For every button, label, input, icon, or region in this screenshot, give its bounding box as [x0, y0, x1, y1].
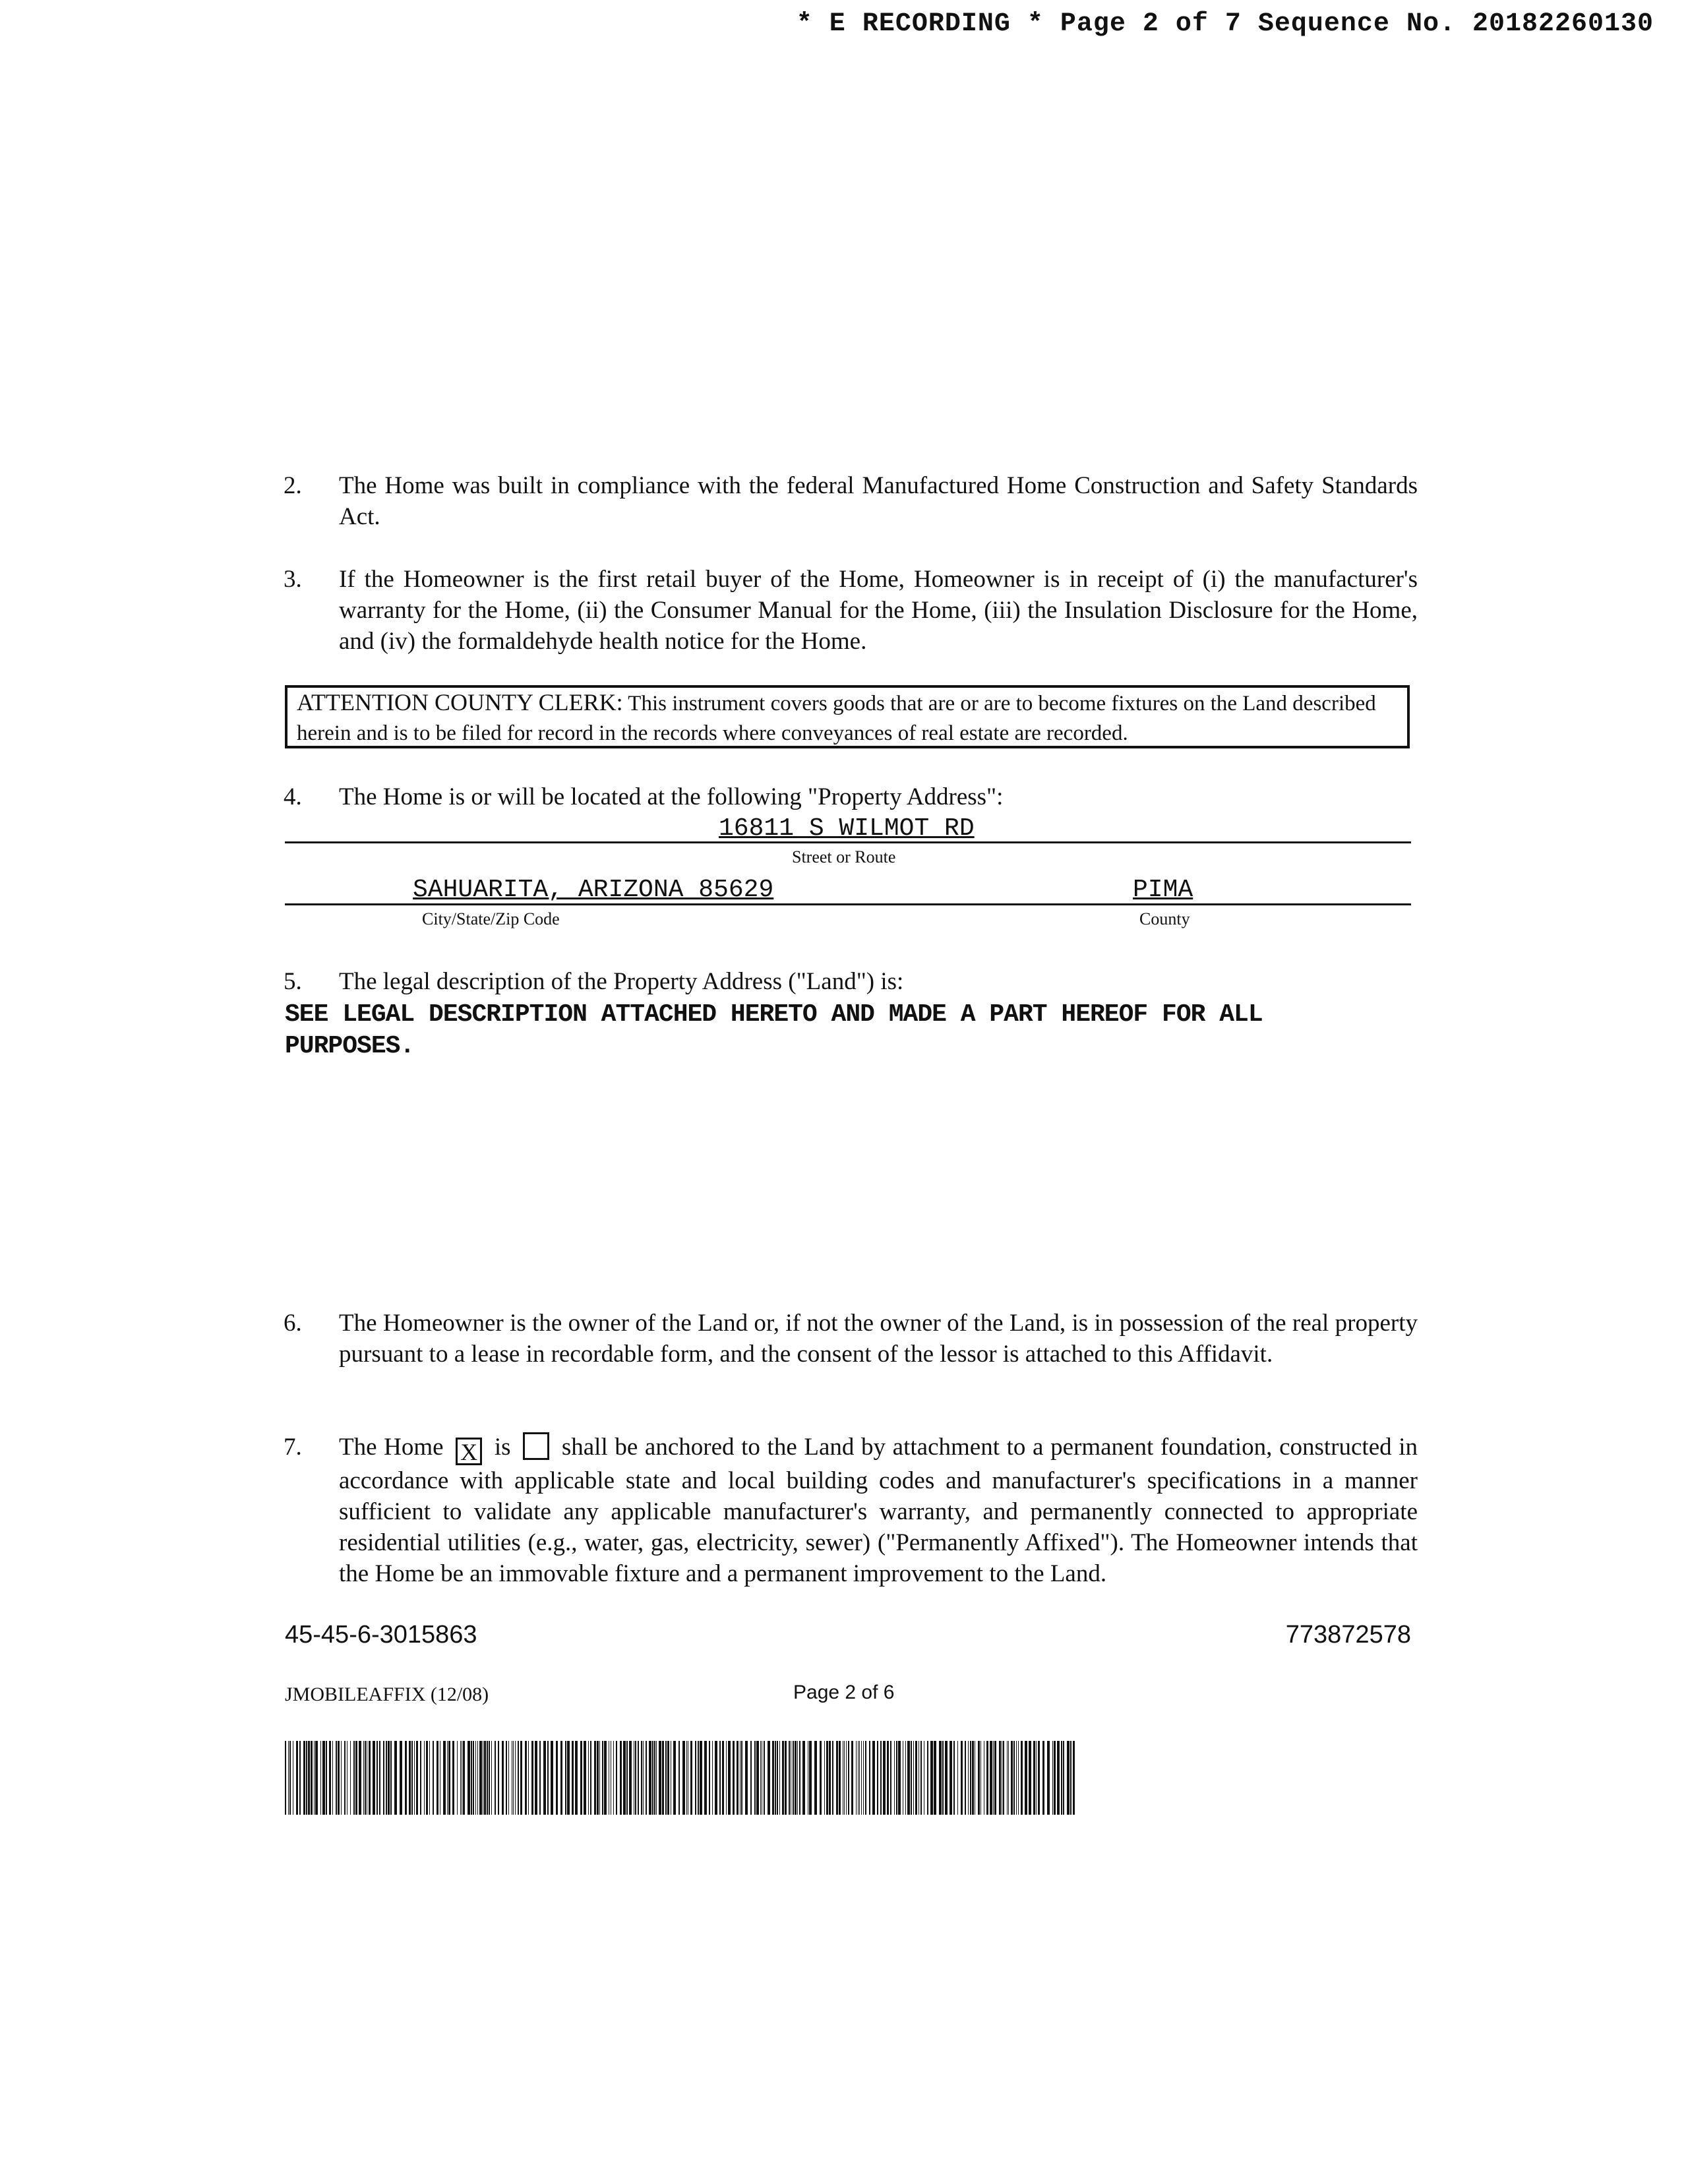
- barcode-bar: [390, 1741, 392, 1815]
- barcode-bar: [829, 1741, 831, 1815]
- barcode-bar: [1052, 1741, 1053, 1815]
- item-7-number: 7.: [284, 1434, 302, 1461]
- barcode-bar: [531, 1741, 533, 1815]
- barcode-bar: [863, 1741, 864, 1815]
- barcode-bar: [1042, 1741, 1044, 1815]
- barcode-bar: [1063, 1741, 1064, 1815]
- barcode-bar: [308, 1741, 310, 1815]
- barcode-bar: [315, 1741, 318, 1815]
- street-value: 16811 S WILMOT RD: [719, 814, 975, 843]
- item-5: [284, 966, 1418, 997]
- barcode-bar: [957, 1741, 958, 1815]
- county-caption: County: [1139, 909, 1190, 928]
- barcode-bar: [851, 1741, 853, 1815]
- street-caption: Street or Route: [792, 847, 896, 866]
- barcode-bar: [629, 1741, 632, 1815]
- barcode-bar: [463, 1741, 465, 1815]
- barcode-bar: [659, 1741, 661, 1815]
- barcode-bar: [379, 1741, 380, 1815]
- barcode-bar: [839, 1741, 841, 1815]
- barcode-bar: [613, 1741, 614, 1815]
- barcode-bar: [405, 1741, 407, 1815]
- barcode-bar: [353, 1741, 355, 1815]
- barcode-bar: [473, 1741, 474, 1815]
- barcode-bar: [799, 1741, 800, 1815]
- barcode-bar: [772, 1741, 774, 1815]
- barcode-bar: [638, 1741, 639, 1815]
- barcode-bar: [326, 1741, 327, 1815]
- barcode-bar: [777, 1741, 778, 1815]
- item-7-rest: constructed in accordance with applicable state and local building codes and manufacturer's specifications in a manner sufficient to validate any applicable manufacturer's warranty, and permanently connected to appropriate residential utilities (e.g., water, gas, electricity, sewer) ("Permanently Affixed"). The Homeowner intends that the Home be an immovable fixture and a permanent improvement to the Land.: [339, 1434, 1418, 1587]
- barcode-bar: [745, 1741, 748, 1815]
- barcode-bar: [311, 1741, 313, 1815]
- barcode-bar: [433, 1741, 434, 1815]
- barcode-bar: [487, 1741, 488, 1815]
- barcode-bar: [588, 1741, 589, 1815]
- legal-description: SEE LEGAL DESCRIPTION ATTACHED HERETO AND MADE A PART HEREOF FOR ALL PURPOSES.: [285, 1000, 1263, 1060]
- item-2: [284, 470, 1418, 532]
- barcode-bar: [597, 1741, 599, 1815]
- attention-county-clerk-box: [285, 685, 1410, 748]
- barcode-bar: [452, 1741, 454, 1815]
- barcode-bar: [733, 1741, 735, 1815]
- barcode-bar: [782, 1741, 784, 1815]
- barcode-bar: [551, 1741, 553, 1815]
- barcode-bar: [643, 1741, 644, 1815]
- barcode-bar: [1067, 1741, 1070, 1815]
- barcode-bar: [999, 1741, 1001, 1815]
- barcode-bar: [695, 1741, 696, 1815]
- barcode-bar: [715, 1741, 717, 1815]
- barcode-bar: [518, 1741, 519, 1815]
- barcode-bar: [498, 1741, 499, 1815]
- barcode-bar: [809, 1741, 812, 1815]
- barcode-bar: [560, 1741, 562, 1815]
- reference-number: 773872578: [1285, 1621, 1411, 1649]
- barcode-bar: [877, 1741, 878, 1815]
- barcode-bar: [513, 1741, 514, 1815]
- street-line: [285, 841, 1411, 843]
- barcode-bar: [1008, 1741, 1009, 1815]
- barcode-bar: [1036, 1741, 1037, 1815]
- barcode-bar: [795, 1741, 797, 1815]
- barcode-bar: [883, 1741, 886, 1815]
- barcode-bar: [927, 1741, 928, 1815]
- barcode-bar: [394, 1741, 397, 1815]
- barcode-bar: [942, 1741, 944, 1815]
- item-5-number: 5.: [284, 968, 302, 995]
- barcode-bar: [1021, 1741, 1023, 1815]
- barcode-bar: [429, 1741, 430, 1815]
- barcode-bar: [667, 1741, 669, 1815]
- barcode-bar: [775, 1741, 776, 1815]
- barcode-bar: [484, 1741, 486, 1815]
- barcode-bar: [859, 1741, 860, 1815]
- barcode-bar: [934, 1741, 936, 1815]
- barcode-bar: [858, 1741, 859, 1815]
- barcode-bar: [726, 1741, 727, 1815]
- barcode-bar: [980, 1741, 981, 1815]
- barcode-bar: [299, 1741, 301, 1815]
- barcode-bar: [420, 1741, 421, 1815]
- barcode-bar: [920, 1741, 922, 1815]
- barcode-bar: [377, 1741, 378, 1815]
- barcode-bar: [471, 1741, 472, 1815]
- barcode-bar: [457, 1741, 458, 1815]
- barcode-bar: [993, 1741, 994, 1815]
- barcode-bar: [599, 1741, 600, 1815]
- city-caption: City/State/Zip Code: [422, 909, 560, 928]
- barcode-bar: [1007, 1741, 1008, 1815]
- barcode-bar: [986, 1741, 988, 1815]
- barcode-bar: [602, 1741, 603, 1815]
- barcode-bar: [369, 1741, 371, 1815]
- barcode-bar: [894, 1741, 895, 1815]
- barcode-bar: [424, 1741, 425, 1815]
- item-4-text: The Home is or will be located at the following "Property Address":: [339, 783, 1004, 810]
- barcode-bar: [365, 1741, 366, 1815]
- barcode-bar: [289, 1741, 291, 1815]
- barcode-bar: [580, 1741, 582, 1815]
- barcode-bar: [741, 1741, 742, 1815]
- barcode-bar: [861, 1741, 862, 1815]
- barcode-bar: [865, 1741, 866, 1815]
- barcode-bar: [779, 1741, 780, 1815]
- barcode-bar: [437, 1741, 438, 1815]
- barcode-bar: [797, 1741, 798, 1815]
- barcode-bar: [475, 1741, 476, 1815]
- barcode-bar: [728, 1741, 731, 1815]
- barcode-bar: [898, 1741, 901, 1815]
- barcode-bar: [1013, 1741, 1015, 1815]
- barcode-bar: [1070, 1741, 1071, 1815]
- barcode: [285, 1741, 1075, 1815]
- barcode-bar: [341, 1741, 342, 1815]
- barcode-bar: [575, 1741, 578, 1815]
- barcode-bar: [950, 1741, 952, 1815]
- barcode-bar: [567, 1741, 570, 1815]
- barcode-bar: [1033, 1741, 1035, 1815]
- barcode-bar: [719, 1741, 721, 1815]
- barcode-bar: [945, 1741, 948, 1815]
- barcode-bar: [491, 1741, 492, 1815]
- barcode-bar: [652, 1741, 653, 1815]
- item-7-option-shall: shall be anchored to the Land by attachment to a permanent foundation,: [561, 1434, 1273, 1461]
- barcode-bar: [322, 1741, 325, 1815]
- barcode-bar: [678, 1741, 680, 1815]
- barcode-bar: [646, 1741, 647, 1815]
- barcode-bar: [1038, 1741, 1040, 1815]
- barcode-bar: [712, 1741, 713, 1815]
- barcode-bar: [907, 1741, 910, 1815]
- barcode-bar: [572, 1741, 574, 1815]
- barcode-bar: [972, 1741, 974, 1815]
- barcode-bar: [662, 1741, 664, 1815]
- barcode-bar: [556, 1741, 558, 1815]
- barcode-bar: [635, 1741, 636, 1815]
- barcode-bar: [543, 1741, 546, 1815]
- barcode-bar: [832, 1741, 833, 1815]
- barcode-bar: [584, 1741, 586, 1815]
- barcode-bar: [1029, 1741, 1031, 1815]
- item-2-number: 2.: [284, 472, 302, 499]
- barcode-bar: [502, 1741, 504, 1815]
- barcode-bar: [789, 1741, 790, 1815]
- barcode-bar: [528, 1741, 529, 1815]
- barcode-bar: [911, 1741, 912, 1815]
- city-state-zip-value: SAHUARITA, ARIZONA 85629: [413, 876, 774, 904]
- barcode-bar: [1054, 1741, 1056, 1815]
- barcode-bar: [314, 1741, 315, 1815]
- barcode-bar: [320, 1741, 321, 1815]
- barcode-bar: [700, 1741, 702, 1815]
- barcode-bar: [965, 1741, 966, 1815]
- barcode-bar: [414, 1741, 415, 1815]
- barcode-bar: [913, 1741, 914, 1815]
- barcode-bar: [565, 1741, 566, 1815]
- item-7: [284, 1432, 1418, 1589]
- barcode-bar: [930, 1741, 933, 1815]
- barcode-bar: [1018, 1741, 1019, 1815]
- barcode-bar: [856, 1741, 857, 1815]
- barcode-bar: [722, 1741, 724, 1815]
- barcode-bar: [990, 1741, 992, 1815]
- barcode-bar: [1057, 1741, 1060, 1815]
- barcode-bar: [836, 1741, 838, 1815]
- item-7-lead: The Home: [339, 1434, 444, 1461]
- barcode-bar: [994, 1741, 996, 1815]
- barcode-bar: [447, 1741, 448, 1815]
- barcode-bar: [623, 1741, 626, 1815]
- barcode-bar: [764, 1741, 765, 1815]
- barcode-bar: [709, 1741, 710, 1815]
- barcode-bar: [665, 1741, 667, 1815]
- barcode-bar: [344, 1741, 346, 1815]
- recording-header: * E RECORDING * Page 2 of 7 Sequence No. 20182260130: [796, 9, 1654, 39]
- barcode-bar: [961, 1741, 963, 1815]
- barcode-bar: [411, 1741, 413, 1815]
- item-4: [284, 781, 1418, 812]
- barcode-bar: [525, 1741, 527, 1815]
- barcode-bar: [489, 1741, 490, 1815]
- barcode-bar: [978, 1741, 980, 1815]
- barcode-bar: [535, 1741, 537, 1815]
- barcode-bar: [306, 1741, 307, 1815]
- barcode-bar: [616, 1741, 617, 1815]
- barcode-bar: [539, 1741, 541, 1815]
- barcode-bar: [383, 1741, 384, 1815]
- barcode-bar: [448, 1741, 450, 1815]
- barcode-bar: [872, 1741, 875, 1815]
- barcode-bar: [826, 1741, 828, 1815]
- barcode-bar: [915, 1741, 917, 1815]
- barcode-bar: [654, 1741, 655, 1815]
- barcode-bar: [649, 1741, 651, 1815]
- city-county-line: [285, 903, 1411, 905]
- barcode-bar: [388, 1741, 390, 1815]
- barcode-bar: [386, 1741, 387, 1815]
- barcode-bar: [416, 1741, 418, 1815]
- barcode-bar: [690, 1741, 692, 1815]
- barcode-bar: [467, 1741, 470, 1815]
- barcode-bar: [754, 1741, 756, 1815]
- barcode-bar: [820, 1741, 822, 1815]
- item-7-option-is: is: [494, 1434, 511, 1461]
- barcode-bar: [1016, 1741, 1017, 1815]
- barcode-bar: [409, 1741, 411, 1815]
- barcode-bar: [848, 1741, 849, 1815]
- item-5-text: The legal description of the Property Address ("Land") is:: [339, 968, 904, 995]
- barcode-bar: [686, 1741, 687, 1815]
- barcode-bar: [296, 1741, 298, 1815]
- barcode-bar: [824, 1741, 825, 1815]
- barcode-bar: [905, 1741, 906, 1815]
- barcode-bar: [1061, 1741, 1062, 1815]
- item-3-number: 3.: [284, 566, 302, 593]
- barcode-bar: [869, 1741, 870, 1815]
- barcode-bar: [939, 1741, 942, 1815]
- barcode-bar: [698, 1741, 699, 1815]
- barcode-bar: [814, 1741, 817, 1815]
- barcode-bar: [547, 1741, 549, 1815]
- barcode-bar: [844, 1741, 845, 1815]
- item-6-text: The Homeowner is the owner of the Land or, if not the owner of the Land, is in possession of the real property pursuant to a lease in recordable form, and the consent of the lessor is attached to this Affidavit.: [339, 1310, 1418, 1368]
- barcode-bar: [506, 1741, 507, 1815]
- barcode-bar: [968, 1741, 969, 1815]
- barcode-bar: [329, 1741, 331, 1815]
- barcode-bar: [338, 1741, 340, 1815]
- barcode-bar: [768, 1741, 770, 1815]
- barcode-bar: [673, 1741, 676, 1815]
- item-3-text: If the Homeowner is the first retail buyer of the Home, Homeowner is in receipt of (i) the manufacturer's warranty for the Home, (ii) the Consumer Manual for the Home, (iii) the Insulation Disclosure for the Home, and (iv) the formaldehyde health notice for the Home.: [339, 566, 1418, 655]
- barcode-bar: [443, 1741, 446, 1815]
- barcode-bar: [890, 1741, 891, 1815]
- barcode-bar: [682, 1741, 685, 1815]
- barcode-bar: [1025, 1741, 1027, 1815]
- barcode-bar: [1073, 1741, 1075, 1815]
- barcode-bar: [953, 1741, 955, 1815]
- barcode-bar: [288, 1741, 289, 1815]
- barcode-bar: [737, 1741, 738, 1815]
- barcode-bar: [285, 1741, 286, 1815]
- barcode-bar: [590, 1741, 591, 1815]
- barcode-bar: [793, 1741, 794, 1815]
- barcode-bar: [515, 1741, 516, 1815]
- barcode-bar: [620, 1741, 622, 1815]
- barcode-bar: [704, 1741, 707, 1815]
- item-2-text: The Home was built in compliance with the federal Manufactured Home Construction and Safety Standards Act.: [339, 472, 1418, 530]
- county-value: PIMA: [1133, 876, 1193, 904]
- barcode-bar: [350, 1741, 351, 1815]
- barcode-bar: [477, 1741, 478, 1815]
- item-6: [284, 1308, 1418, 1370]
- barcode-bar: [846, 1741, 847, 1815]
- barcode-bar: [426, 1741, 428, 1815]
- barcode-bar: [1003, 1741, 1004, 1815]
- barcode-bar: [626, 1741, 628, 1815]
- barcode-bar: [756, 1741, 759, 1815]
- barcode-bar: [896, 1741, 897, 1815]
- barcode-bar: [508, 1741, 509, 1815]
- barcode-bar: [460, 1741, 461, 1815]
- barcode-bar: [332, 1741, 333, 1815]
- item-7-text: [339, 1432, 1418, 1589]
- barcode-bar: [641, 1741, 642, 1815]
- checkbox-is[interactable]: X: [456, 1438, 482, 1465]
- barcode-bar: [880, 1741, 882, 1815]
- loan-number: 45-45-6-3015863: [285, 1621, 477, 1649]
- barcode-bar: [303, 1741, 305, 1815]
- item-4-number: 4.: [284, 783, 302, 810]
- checkbox-shall[interactable]: [523, 1432, 549, 1460]
- barcode-bar: [970, 1741, 971, 1815]
- barcode-bar: [336, 1741, 337, 1815]
- barcode-bar: [785, 1741, 787, 1815]
- barcode-bar: [520, 1741, 522, 1815]
- barcode-bar: [373, 1741, 375, 1815]
- barcode-bar: [400, 1741, 402, 1815]
- barcode-bar: [355, 1741, 357, 1815]
- barcode-bar: [1011, 1741, 1013, 1815]
- attention-text: This instrument covers goods that are or are to become fixtures on the Land described herein and is to be filed for record in the records where conveyances of real estate are recorded.: [297, 692, 1376, 745]
- page-label: Page 2 of 6: [793, 1682, 895, 1703]
- item-3: [284, 564, 1418, 657]
- barcode-bar: [1047, 1741, 1050, 1815]
- barcode-bar: [750, 1741, 752, 1815]
- barcode-bar: [656, 1741, 657, 1815]
- barcode-bar: [359, 1741, 361, 1815]
- barcode-bar: [604, 1741, 607, 1815]
- barcode-bar: [760, 1741, 761, 1815]
- item-6-number: 6.: [284, 1310, 302, 1337]
- barcode-bar: [495, 1741, 496, 1815]
- attention-lead: ATTENTION COUNTY CLERK:: [297, 689, 623, 715]
- barcode-bar: [802, 1741, 805, 1815]
- barcode-bar: [479, 1741, 482, 1815]
- barcode-bar: [363, 1741, 364, 1815]
- barcode-bar: [887, 1741, 889, 1815]
- form-id: JMOBILEAFFIX (12/08): [285, 1684, 489, 1705]
- barcode-bar: [594, 1741, 596, 1815]
